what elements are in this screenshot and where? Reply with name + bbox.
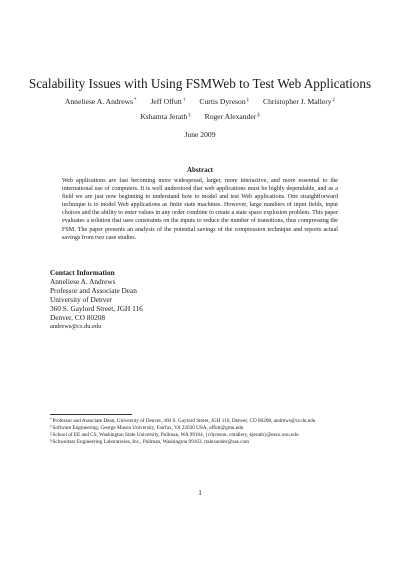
abstract-heading: Abstract [186,166,214,174]
author [140,112,191,122]
footnote-mark: † [50,425,52,430]
author [199,97,249,107]
footnote-mark: * [50,418,52,423]
author-name: Roger Alexander [204,112,257,121]
author-name: Curtis Dyreson [199,97,246,106]
footnote-divider [50,414,132,415]
footnote-mark: § [50,439,52,444]
affiliation-mark: § [257,113,260,118]
publication-date: June 2009 [184,130,216,139]
author-name: Anneliese A. Andrews [64,97,134,106]
contact-email: andrews@cs.du.edu [50,322,102,330]
contact-line: Denver, CO 80208 [50,312,106,322]
affiliation-mark: ‡ [332,98,336,103]
footnote [50,439,350,446]
abstract-text: Web applications are fast becoming more widespread, larger, more interactive, and more essential to the international use of computers. It is well understood that web applications must be highly dependable, and as a field we are just now beginning to understand how to model and test Web applications. One straightforward technique is to model Web applications as finite state machines. However, large numbers of input fields, input choices and the ability to enter values in any order combine to create a state space explosion problem. This paper evaluates a solution that uses constraints on the inputs to reduce the number of transitions, thus compressing the FSM. The paper presents an analysis of the potential savings of the compression technique and reports actual savings from two case studies. [62,178,338,241]
page-number: 1 [198,489,202,497]
paper-title: Scalability Issues with Using FSMWeb to Test Web Applications [28,76,372,91]
affiliation-mark: ‡ [246,98,250,103]
footnote [50,418,350,425]
affiliation-mark: ‡ [188,113,191,118]
author-name: Jeff Offutt [150,97,183,106]
affiliation-mark: * [134,98,137,103]
author [263,97,335,107]
contact-line: Anneliese A. Andrews [50,276,116,286]
affiliation-mark: † [183,98,186,103]
contact-block [50,277,143,332]
author-name: Kshamta Jerath [140,112,188,121]
author [65,97,137,107]
footnote-text: Schweitzer Engineering Laboratories, Inc., Pullman, Washington 99163, rtalexander@sae.com [52,438,250,445]
author [205,112,260,122]
contact-line: Professor and Associate Dean [50,285,137,295]
author-list-row-2 [0,112,400,122]
footnote [50,432,350,439]
footnote-text: School of EE and CS, Washington State University, Pullman, WA 99164, {cdyreson, cmallery, kjerath}@eecs.wsu.edu [52,431,299,438]
footnote [50,425,350,432]
footnotes [50,418,350,446]
contact-line: University of Denver [50,294,113,304]
footnote-text: Software Engineering, George Mason University, Fairfax, VA 22030 USA, offutt@gmu.edu [52,424,244,431]
author-list-row-1 [0,97,400,107]
footnote-mark: ‡ [50,432,52,437]
contact-heading: Contact Information [50,268,115,277]
contact-line: 360 S. Gaylord Street, JGH 116 [50,303,143,313]
author [150,97,185,107]
footnote-text: Professor and Associate Dean, University of Denver, 360 S. Gaylord Street, JGH 116, Denver, CO 80208, andrews@cs.du.edu [52,418,316,424]
author-name: Christopher J. Mallery [263,97,332,106]
